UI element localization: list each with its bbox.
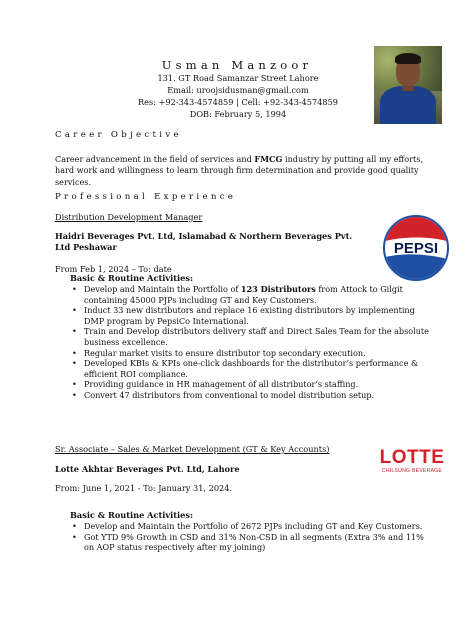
activities-list-2	[70, 521, 430, 553]
company-2: Lotte Akhtar Beverages Pvt. Ltd, Lahore	[55, 464, 240, 474]
list-item: • Induct 33 new distributors and replace 16 existing distributors by implementing DMP program by PepsiCo International.	[70, 305, 430, 326]
career-objective-text: Career advancement in the field of services and FMCG industry by putting all my efforts, hard work and willingness to learn through firm determination and provide good quality services.	[55, 154, 424, 187]
activities-title-2: Basic & Routine Activities:	[70, 510, 193, 520]
list-item: • Develop and Maintain the Portfolio of 123 Distributors from Attock to Gilgit containing 45000 PJPs including GT and Key Customers.	[70, 284, 430, 305]
address: 131. GT Road Samanzar Street Lahore	[157, 73, 319, 83]
dates-2: From: June 1, 2021 - To: January 31, 2024.	[55, 483, 233, 493]
list-item: • Providing guidance in HR management of all distributor’s staffing.	[70, 379, 430, 390]
list-item: • Train and Develop distributors delivery staff and Direct Sales Team for the absolute business excellence.	[70, 326, 430, 347]
company-1: Haidri Beverages Pvt. Ltd, Islamabad & Northern Beverages Pvt. Ltd Peshawar	[55, 231, 353, 252]
job-title-2: Sr. Associate – Sales & Market Development (GT & Key Accounts)	[55, 444, 330, 454]
pepsi-logo	[382, 214, 450, 282]
list-item: • Developed KBIs & KPIs one-click dashboards for the distributor’s performance & efficient ROI compliance.	[70, 358, 430, 379]
date-of-birth: DOB: February 5, 1994	[189, 109, 287, 119]
professional-experience-heading: Professional Experience	[55, 192, 237, 202]
profile-photo	[374, 46, 442, 124]
lotte-wordmark: LOTTE	[379, 447, 445, 468]
job-title-1: Distribution Development Manager	[55, 212, 203, 222]
career-objective-heading: Career Objective	[55, 130, 182, 140]
email: Email: uroojsidusman@gmail.com	[167, 85, 309, 95]
lotte-logo	[372, 448, 452, 475]
candidate-name: Usman Manzoor	[161, 58, 313, 72]
dates-1: From Feb 1, 2024 – To: date	[55, 264, 172, 274]
activities-list-1	[70, 284, 430, 401]
list-item: • Convert 47 distributors from conventional to model distribution setup.	[70, 390, 430, 401]
phone-numbers: Res: +92-343-4574859 | Cell: +92-343-4574859	[137, 97, 339, 107]
list-item: • Regular market visits to ensure distributor top secondary execution.	[70, 348, 430, 359]
list-item: • Develop and Maintain the Portfolio of 2672 PJPs including GT and Key Customers.	[70, 521, 430, 532]
list-item: • Got YTD 9% Growth in CSD and 31% Non-CSD in all segments (Extra 3% and 11% on AOP status respectively after my joining)	[70, 532, 430, 553]
pepsi-wordmark: PEPSI	[393, 240, 439, 257]
activities-title-1: Basic & Routine Activities:	[70, 273, 193, 283]
lotte-tagline: CHILSUNG BEVERAGE	[381, 468, 443, 474]
